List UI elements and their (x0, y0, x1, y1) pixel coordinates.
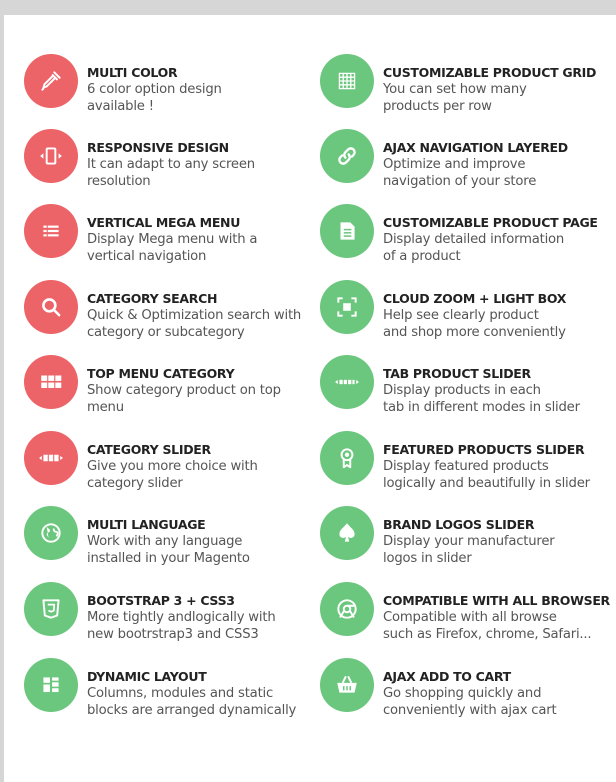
feature-icon-circle (320, 582, 374, 636)
feature-icon-circle (24, 129, 78, 183)
feature-description: Work with any language installed in your Magento (87, 534, 250, 566)
feature-description: Optimize and improve navigation of your store (383, 157, 537, 189)
feature-brand-logos-slider (320, 506, 612, 570)
feature-cloud-zoom-light-box (320, 280, 612, 344)
feature-title: VERTICAL MEGA MENU (87, 215, 241, 230)
feature-dynamic-layout (24, 658, 316, 722)
zoom-frame-icon (334, 294, 360, 320)
feature-title: BOOTSTRAP 3 + CSS3 (87, 593, 235, 608)
feature-description: You can set how many products per row (383, 82, 527, 114)
feature-title: TOP MENU CATEGORY (87, 366, 235, 381)
feature-icon-circle (24, 658, 78, 712)
feature-description: Columns, modules and static blocks are arranged dynamically (87, 686, 297, 718)
feature-title: AJAX NAVIGATION LAYERED (383, 140, 568, 155)
feature-customizable-product-page (320, 204, 612, 268)
feature-title: CUSTOMIZABLE PRODUCT GRID (383, 65, 597, 80)
spade-icon (334, 520, 360, 546)
feature-title: COMPATIBLE WITH ALL BROWSER (383, 593, 610, 608)
tab-slider-icon (334, 369, 360, 395)
grid-menu-icon (38, 369, 64, 395)
feature-description: Compatible with all browse such as Firefox, chrome, Safari... (383, 610, 592, 642)
vertical-menu-icon (38, 218, 64, 244)
feature-featured-products-slider (320, 431, 612, 495)
feature-description: It can adapt to any screen resolution (87, 157, 255, 189)
feature-tab-product-slider (320, 355, 612, 419)
feature-icon-circle (320, 506, 374, 560)
feature-responsive-design (24, 129, 316, 193)
link-icon (334, 143, 360, 169)
feature-category-search (24, 280, 316, 344)
search-icon (38, 294, 64, 320)
feature-title: MULTI LANGUAGE (87, 517, 206, 532)
feature-title: DYNAMIC LAYOUT (87, 669, 207, 684)
feature-title: CUSTOMIZABLE PRODUCT PAGE (383, 215, 598, 230)
feature-title: FEATURED PRODUCTS SLIDER (383, 442, 585, 457)
feature-description: Display your manufacturer logos in slider (383, 534, 555, 566)
features-card (4, 15, 616, 782)
feature-icon-circle (320, 431, 374, 485)
feature-title: CLOUD ZOOM + LIGHT BOX (383, 291, 567, 306)
feature-description: Display featured products logically and beautifully in slider (383, 459, 590, 491)
product-grid-icon (334, 68, 360, 94)
feature-title: CATEGORY SLIDER (87, 442, 211, 457)
feature-description: Show category product on top menu (87, 383, 281, 415)
feature-icon-circle (320, 54, 374, 108)
feature-title: MULTI COLOR (87, 65, 178, 80)
feature-category-slider (24, 431, 316, 495)
feature-ajax-add-to-cart (320, 658, 612, 722)
feature-icon-circle (24, 355, 78, 409)
feature-title: BRAND LOGOS SLIDER (383, 517, 535, 532)
responsive-device-icon (38, 143, 64, 169)
feature-icon-circle (24, 582, 78, 636)
award-icon (334, 445, 360, 471)
feature-multi-color (24, 54, 316, 118)
feature-top-menu-category (24, 355, 316, 419)
feature-title: TAB PRODUCT SLIDER (383, 366, 531, 381)
feature-description: Quick & Optimization search with category or subcategory (87, 308, 302, 340)
feature-description: Display detailed information of a product (383, 232, 565, 264)
feature-description: Go shopping quickly and conveniently with ajax cart (383, 686, 557, 718)
feature-icon-circle (24, 204, 78, 258)
feature-title: CATEGORY SEARCH (87, 291, 218, 306)
feature-title: RESPONSIVE DESIGN (87, 140, 229, 155)
eyedropper-icon (38, 68, 64, 94)
feature-icon-circle (320, 204, 374, 258)
feature-icon-circle (320, 658, 374, 712)
document-icon (334, 218, 360, 244)
feature-description: Give you more choice with category slider (87, 459, 258, 491)
basket-icon (334, 672, 360, 698)
feature-description: Help see clearly product and shop more conveniently (383, 308, 566, 340)
feature-vertical-mega-menu (24, 204, 316, 268)
feature-icon-circle (24, 431, 78, 485)
feature-bootstrap-css3 (24, 582, 316, 646)
chrome-icon (334, 596, 360, 622)
feature-icon-circle (24, 506, 78, 560)
feature-description: More tightly andlogically with new bootrstrap3 and CSS3 (87, 610, 276, 642)
feature-compatible-all-browser (320, 582, 612, 646)
feature-multi-language (24, 506, 316, 570)
feature-icon-circle (24, 280, 78, 334)
feature-icon-circle (320, 355, 374, 409)
css3-icon (38, 596, 64, 622)
feature-icon-circle (24, 54, 78, 108)
feature-customizable-product-grid (320, 54, 612, 118)
layout-icon (38, 672, 64, 698)
feature-description: Display products in each tab in different modes in slider (383, 383, 580, 415)
globe-icon (38, 520, 64, 546)
feature-ajax-navigation-layered (320, 129, 612, 193)
feature-description: 6 color option design available ! (87, 82, 222, 114)
feature-title: AJAX ADD TO CART (383, 669, 511, 684)
feature-icon-circle (320, 280, 374, 334)
feature-description: Display Mega menu with a vertical navigation (87, 232, 258, 264)
slider-icon (38, 445, 64, 471)
feature-icon-circle (320, 129, 374, 183)
